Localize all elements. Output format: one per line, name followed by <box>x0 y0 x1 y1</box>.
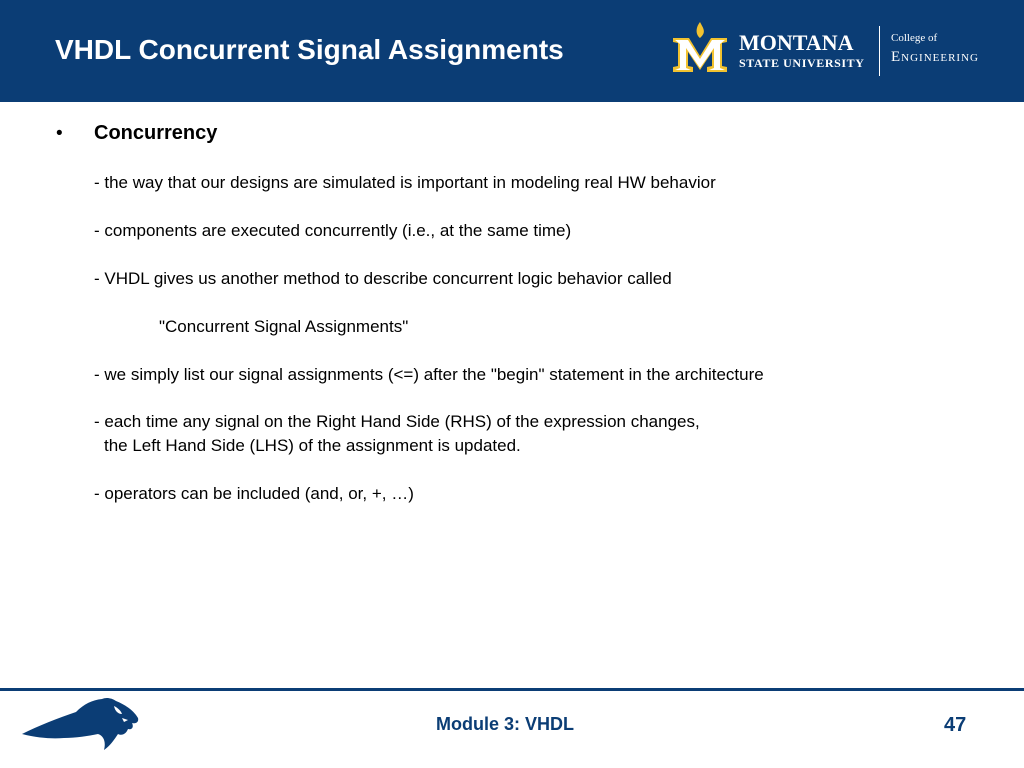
quoted-term: "Concurrent Signal Assignments" <box>159 317 409 336</box>
body-line: - operators can be included (and, or, +, …) <box>94 484 414 503</box>
slide-header <box>0 0 1024 102</box>
slide-title: VHDL Concurrent Signal Assignments <box>55 34 564 65</box>
bullet-marker: • <box>56 123 63 144</box>
logo-divider <box>879 26 880 76</box>
footer-divider <box>0 688 1024 691</box>
body-line: - each time any signal on the Right Hand Side (RHS) of the expression changes, <box>94 412 700 431</box>
body-line: - we simply list our signal assignments (<=) after the "begin" statement in the architecture <box>94 365 764 384</box>
footer-module-label: Module 3: VHDL <box>436 714 574 734</box>
msu-engineering-logo <box>667 22 1017 78</box>
body-line: - VHDL gives us another method to describe concurrent logic behavior called <box>94 269 672 288</box>
body-line: - the way that our designs are simulated is important in modeling real HW behavior <box>94 173 716 192</box>
msu-m-icon <box>667 22 733 78</box>
page-number: 47 <box>944 714 967 736</box>
msu-subname: STATE UNIVERSITY <box>739 56 865 70</box>
college-name: Engineering <box>891 49 979 65</box>
college-of-label: College of <box>891 32 938 44</box>
msu-name: MONTANA <box>739 30 854 55</box>
bobcat-logo-icon <box>18 696 142 754</box>
bullet-heading: Concurrency <box>94 122 218 144</box>
body-line: - components are executed concurrently (i.e., at the same time) <box>94 221 572 240</box>
body-line: the Left Hand Side (LHS) of the assignment is updated. <box>104 436 521 455</box>
